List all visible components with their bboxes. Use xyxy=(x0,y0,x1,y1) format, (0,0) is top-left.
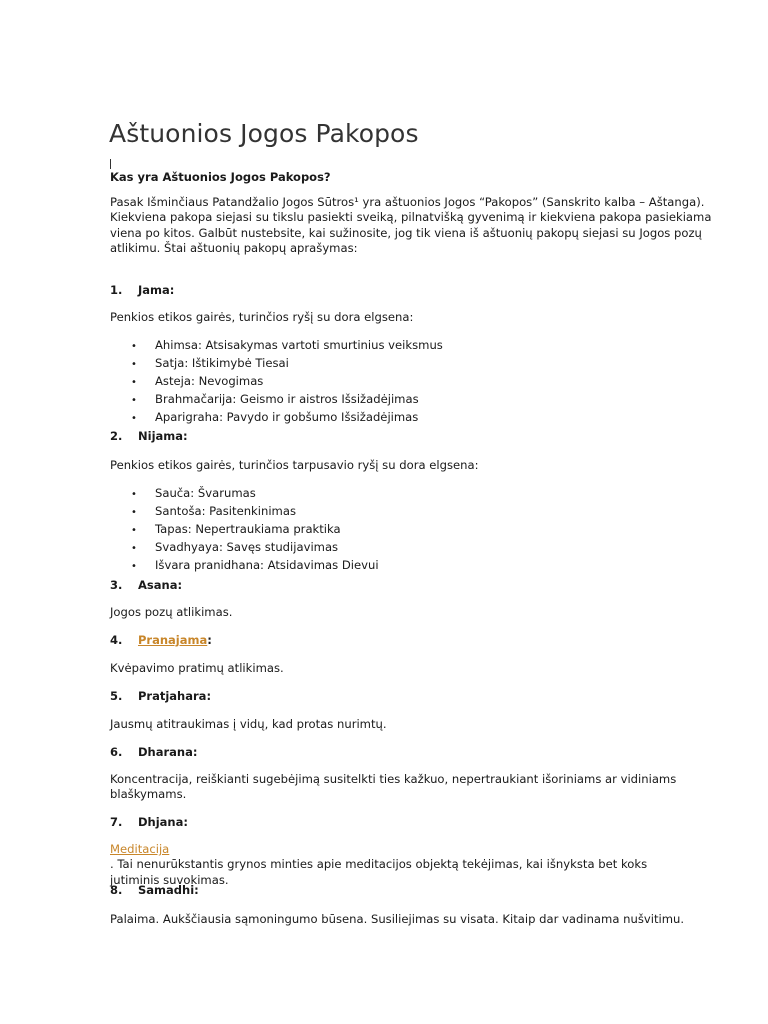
intro-line: Kiekviena pakopa siejasi su tikslu pasiekti sveiką, pilnatvišką gyvenimą ir kiekviena pakopa pasiekiama xyxy=(110,210,712,225)
section-heading: Kas yra Aštuonios Jogos Pakopos? xyxy=(110,170,331,184)
step-name: Dharana: xyxy=(138,745,198,759)
step-description: Palaima. Aukščiausia sąmoningumo būsena. Susiliejimas su visata. Kitaip dar vadinama nušvitimu. xyxy=(110,912,685,926)
step-heading-2 xyxy=(110,429,188,443)
step-colon: : xyxy=(207,633,212,647)
bullet-icon: • xyxy=(131,560,137,572)
step-heading-8 xyxy=(110,883,199,897)
list-item: • Ahimsa: Atsisakymas vartoti smurtinius veiksmus xyxy=(131,337,443,355)
bullet-icon: • xyxy=(131,358,137,370)
bullet-list xyxy=(131,337,443,426)
list-item: • Santoša: Pasitenkinimas xyxy=(131,503,379,521)
list-item: • Tapas: Nepertraukiama praktika xyxy=(131,521,379,539)
step-number: 8. xyxy=(110,883,123,897)
list-item: • Asteja: Nevogimas xyxy=(131,373,443,391)
description-line: Meditacija . Tai nenurūkstantis grynos minties apie meditacijos objektą tekėjimas, kai išnyksta bet koks xyxy=(110,842,648,872)
step-heading-3 xyxy=(110,578,182,592)
list-item: • Išvara pranidhana: Atsidavimas Dievui xyxy=(131,557,379,575)
page-title: Aštuonios Jogos Pakopos xyxy=(109,119,419,148)
bullet-icon: • xyxy=(131,506,137,518)
bullet-icon: • xyxy=(131,542,137,554)
pranajama-link[interactable]: Pranajama xyxy=(138,633,208,647)
step-heading-7 xyxy=(110,815,188,829)
step-description: Penkios etikos gairės, turinčios ryšį su dora elgsena: xyxy=(110,310,414,324)
step-number: 5. xyxy=(110,689,123,703)
step-heading-1 xyxy=(110,283,174,297)
step-number: 3. xyxy=(110,578,123,592)
step-name: Pratjahara: xyxy=(138,689,212,703)
bullet-icon: • xyxy=(131,524,137,536)
step-description: Penkios etikos gairės, turinčios tarpusavio ryšį su dora elgsena: xyxy=(110,458,479,472)
list-item: • Svadhyaya: Savęs studijavimas xyxy=(131,539,379,557)
step-name: Samadhi: xyxy=(138,883,199,897)
step-name: Jama: xyxy=(138,283,175,297)
step-number: 2. xyxy=(110,429,123,443)
list-item: • Aparigraha: Pavydo ir gobšumo Išsižadėjimas xyxy=(131,409,443,427)
step-description xyxy=(110,842,730,888)
step-number: 6. xyxy=(110,745,123,759)
description-line: jutiminis suvokimas. xyxy=(110,872,229,887)
bullet-icon: • xyxy=(131,489,137,500)
step-heading-5 xyxy=(110,689,211,703)
bullet-icon: • xyxy=(131,376,137,388)
step-heading-4 xyxy=(110,633,212,647)
bullet-icon: • xyxy=(131,394,137,406)
step-description: Jausmų atitraukimas į vidų, kad protas nurimtų. xyxy=(110,717,387,731)
list-item: • Satja: Ištikimybė Tiesai xyxy=(131,355,443,373)
step-number: 7. xyxy=(110,815,123,829)
bullet-list xyxy=(131,485,379,574)
intro-paragraph xyxy=(110,195,730,256)
intro-line: atlikimu. Štai aštuonių pakopų aprašymas: xyxy=(110,240,358,255)
step-description: Kvėpavimo pratimų atlikimas. xyxy=(110,661,284,675)
list-item: • Sauča: Švarumas xyxy=(131,485,379,503)
step-number: 4. xyxy=(110,633,123,647)
step-name: Nijama: xyxy=(138,429,188,443)
step-heading-6 xyxy=(110,745,197,759)
step-description: Jogos pozų atlikimas. xyxy=(110,605,233,619)
step-name: Asana: xyxy=(138,578,183,592)
bullet-icon: • xyxy=(131,341,137,352)
intro-line: viena po kitos. Galbūt nustebsite, kai sužinosite, jog tik viena iš aštuonių pakopų siejasi su Jogos pozų xyxy=(110,225,702,240)
intro-line: Pasak Išminčiaus Patandžalio Jogos Sūtros¹ yra aštuonios Jogos “Pakopos” (Sanskrito kalba – Aštanga). xyxy=(110,195,705,209)
description-line: Koncentracija, reiškianti sugebėjimą susitelkti ties kažkuo, nepertraukiant išoriniams ar vidiniams xyxy=(110,772,677,786)
text-cursor xyxy=(110,159,111,169)
step-name: Dhjana: xyxy=(138,815,188,829)
list-item: • Brahmačarija: Geismo ir aistros Išsižadėjimas xyxy=(131,391,443,409)
step-description xyxy=(110,772,730,803)
bullet-icon: • xyxy=(131,412,137,424)
step-number: 1. xyxy=(110,283,123,297)
description-line: blaškymams. xyxy=(110,787,187,802)
meditacija-link[interactable]: Meditacija xyxy=(110,842,170,856)
